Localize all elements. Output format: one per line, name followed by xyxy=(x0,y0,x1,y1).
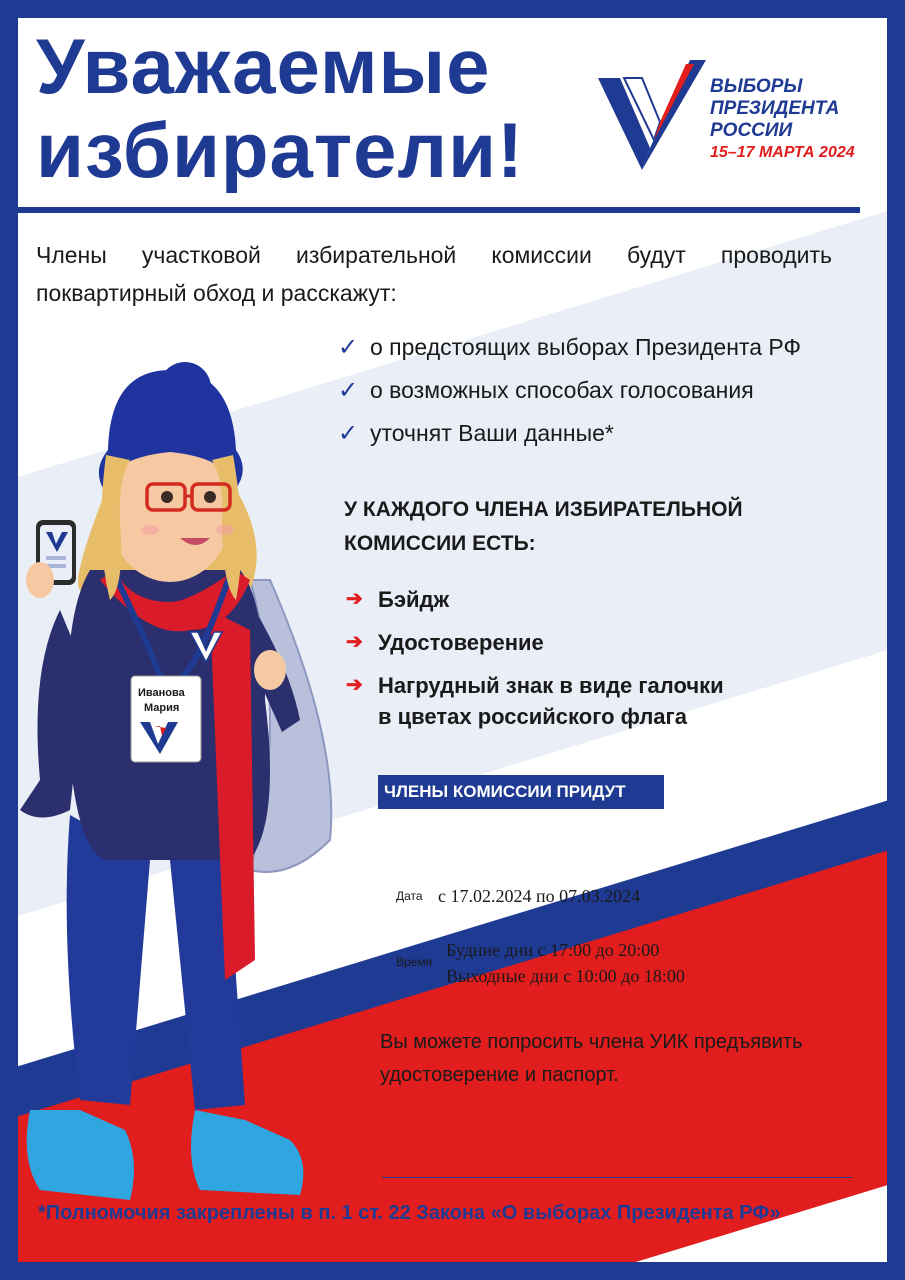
badge-name-line-2: Мария xyxy=(144,702,180,714)
logo-line-3: РОССИИ xyxy=(710,120,793,141)
checklist-item xyxy=(338,369,801,412)
checklist-item-text: уточнят Ваши данные* xyxy=(370,420,614,446)
checkmark-icon: ✓ xyxy=(338,334,359,361)
date-label: Дата xyxy=(396,889,423,903)
section-heading: У КАЖДОГО ЧЛЕНА ИЗБИРАТЕЛЬНОЙ КОМИССИИ ЕСТЬ: xyxy=(344,498,743,555)
time-label: Время xyxy=(396,955,433,969)
time-weekdays: Будние дни с 17:00 до 20:00 xyxy=(446,940,660,960)
credential-item xyxy=(346,584,724,615)
footnote: *Полномочия закреплены в п. 1 ст. 22 Закона «О выборах Президента РФ» xyxy=(38,1202,781,1224)
arrow-right-icon: ➔ xyxy=(346,588,363,610)
header-divider xyxy=(10,207,860,213)
election-logo xyxy=(598,58,858,178)
logo-line-2: ПРЕЗИДЕНТА xyxy=(710,98,840,119)
poster-title xyxy=(36,24,524,192)
date-value: с 17.02.2024 по 07.03.2024 xyxy=(438,886,641,906)
checklist-item-text: о возможных способах голосования xyxy=(370,377,754,403)
credential-item-text: Удостоверение xyxy=(378,630,544,655)
arrow-right-icon: ➔ xyxy=(346,674,363,696)
arrow-right-icon: ➔ xyxy=(346,631,363,653)
title-line-2: избиратели! xyxy=(36,106,524,194)
time-weekends: Выходные дни с 10:00 до 18:00 xyxy=(446,966,685,986)
checkmark-icon: ✓ xyxy=(338,420,359,447)
badge-name-line-1: Иванова xyxy=(138,687,185,699)
checklist-item xyxy=(338,326,801,369)
tricolor-checkmark-icon xyxy=(598,58,708,170)
credential-item-text: Бэйдж xyxy=(378,587,450,612)
logo-line-1: ВЫБОРЫ xyxy=(710,76,803,97)
checkmark-icon: ✓ xyxy=(338,377,359,404)
title-line-1: Уважаемые xyxy=(36,22,491,110)
visit-banner: ЧЛЕНЫ КОМИССИИ ПРИДУТ xyxy=(378,775,664,809)
id-request-note: Вы можете попросить члена УИК предъявить удостоверение и паспорт. xyxy=(380,1031,803,1086)
intro-text: Члены участковой избирательной комиссии будут проводить поквартирный обход и расскажут: xyxy=(36,242,832,306)
election-volunteer-illustration xyxy=(0,340,340,1220)
credentials-list xyxy=(346,584,724,744)
credential-item xyxy=(346,670,724,732)
logo-wordmark xyxy=(710,76,855,164)
footer-divider xyxy=(382,1177,852,1178)
credential-item-text: Нагрудный знак в виде галочки в цветах российского флага xyxy=(378,673,724,729)
checklist xyxy=(338,326,801,455)
logo-dates: 15–17 МАРТА 2024 xyxy=(710,144,855,161)
checklist-item-text: о предстоящих выборах Президента РФ xyxy=(370,334,801,360)
credential-item xyxy=(346,627,724,658)
checklist-item xyxy=(338,412,801,455)
